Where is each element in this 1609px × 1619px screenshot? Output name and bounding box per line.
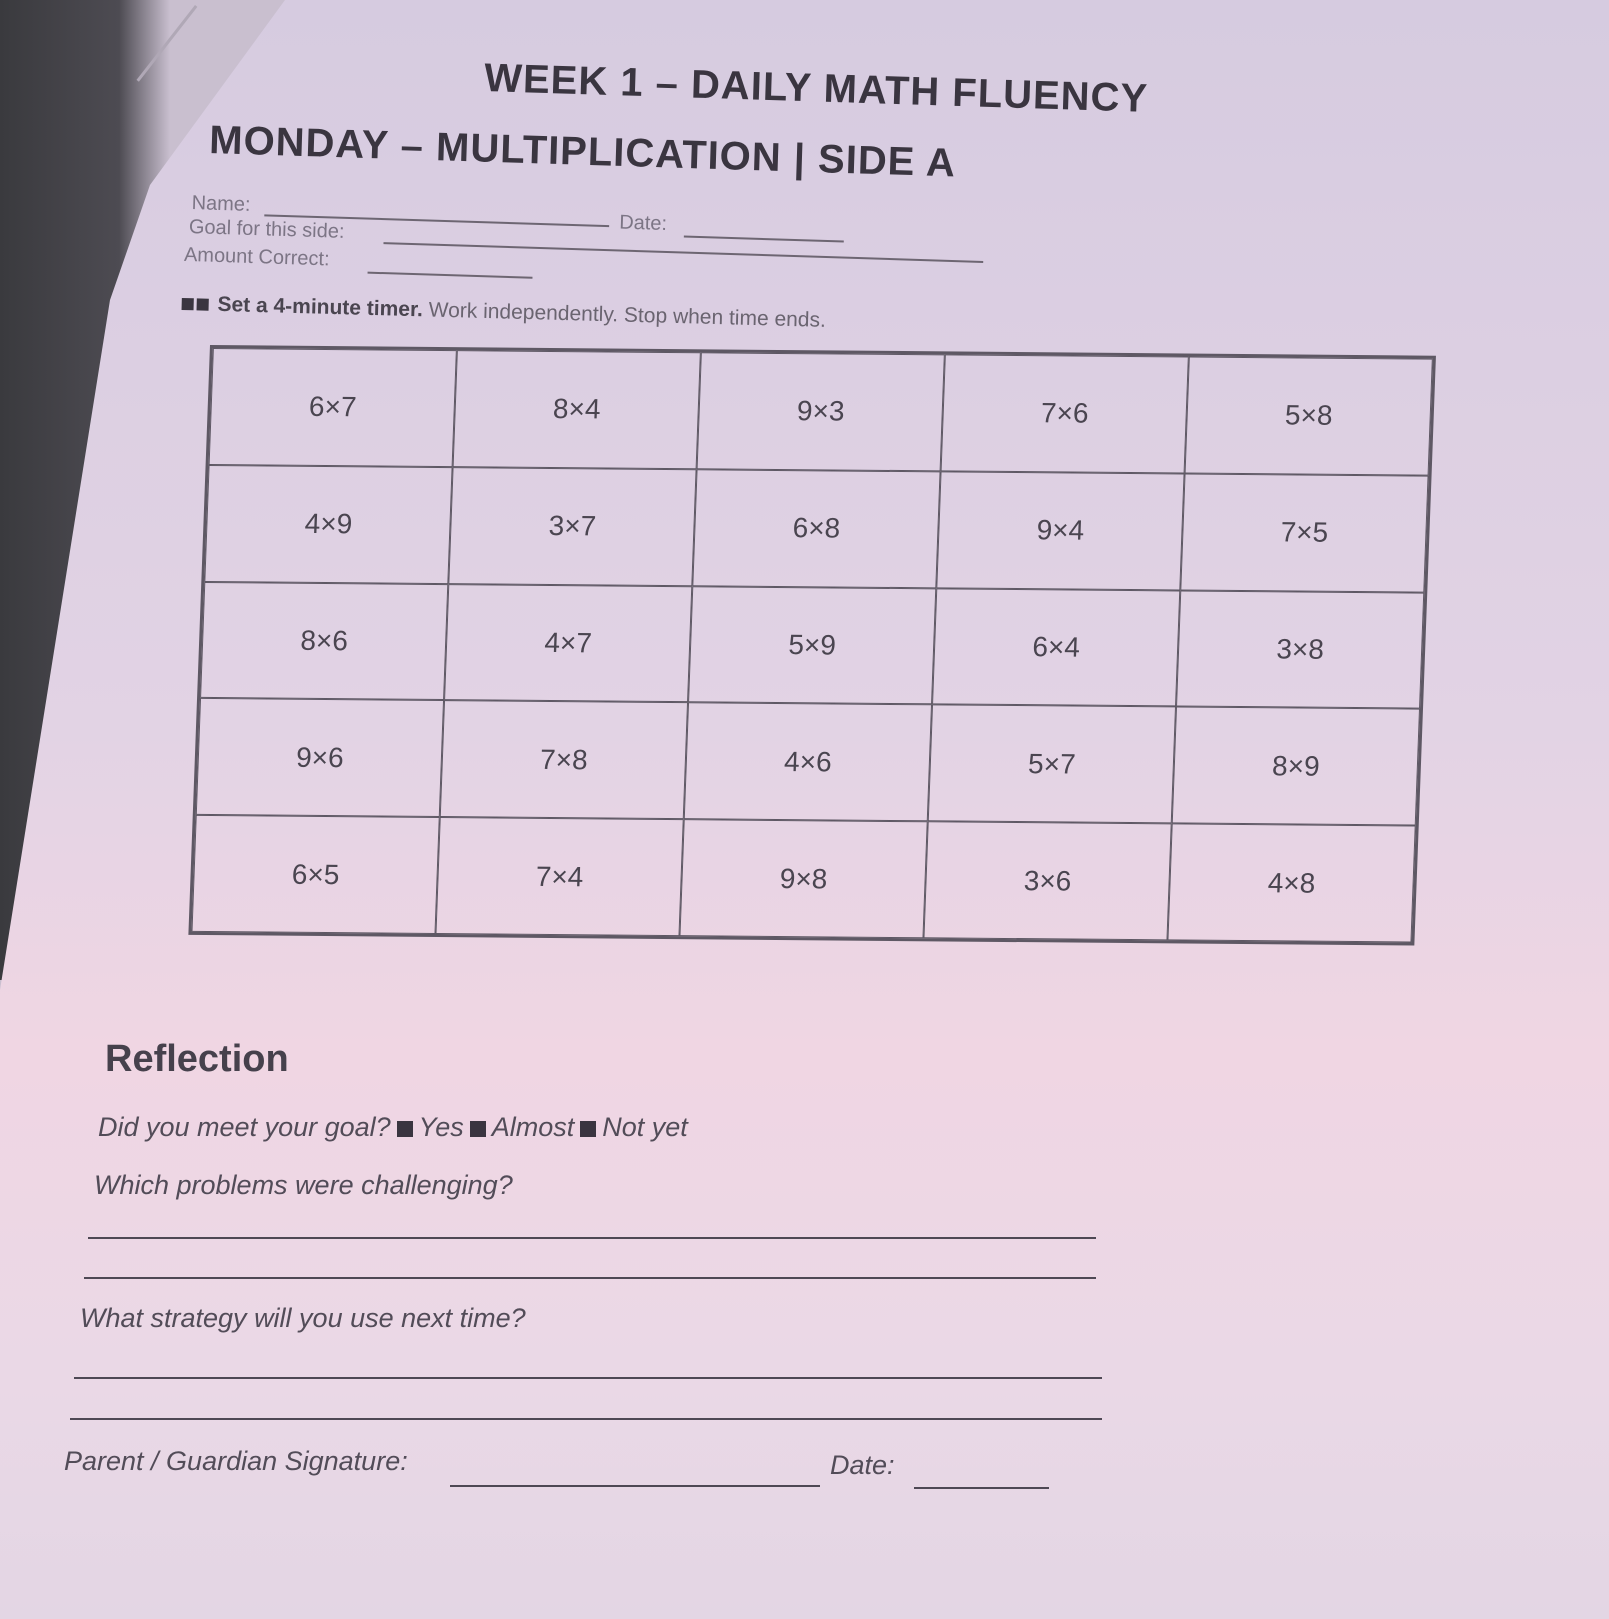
problem-cell[interactable]: 6×5 [191,815,439,934]
instruction-bold: Set a 4-minute timer. [217,292,424,322]
bullet-square-icon [182,298,194,310]
strategy-question: What strategy will you use next time? [80,1303,526,1333]
problem-cell[interactable]: 9×3 [697,352,945,471]
goal-question-text: Did you meet your goal? [98,1112,391,1142]
problem-cell[interactable]: 7×4 [435,817,683,936]
strategy-answer-line-1[interactable] [74,1377,1102,1379]
date-field[interactable] [684,236,844,243]
problem-cell[interactable]: 5×8 [1185,357,1433,476]
signature-date-line[interactable] [914,1487,1049,1489]
problem-cell[interactable]: 4×8 [1167,824,1415,943]
goal-label: Goal for this side: [188,215,345,243]
problem-cell[interactable]: 5×9 [688,586,936,705]
worksheet-title: WEEK 1 – DAILY MATH FLUENCY [483,56,1149,121]
checkbox-almost[interactable] [470,1121,486,1137]
problem-cell[interactable]: 7×8 [440,700,688,819]
option-yes-label: Yes [418,1112,464,1142]
problem-cell[interactable]: 4×9 [204,465,452,584]
problem-cell[interactable]: 3×7 [448,467,696,586]
problem-cell[interactable]: 9×8 [679,819,927,938]
signature-line[interactable] [450,1485,820,1487]
problem-cell[interactable]: 8×9 [1172,707,1420,826]
reflection-heading: Reflection [105,1038,289,1080]
name-label: Name: [191,192,251,216]
amount-correct-field[interactable] [368,272,533,279]
checkbox-yes[interactable] [397,1121,413,1137]
goal-question [98,1112,688,1143]
amount-correct-label: Amount Correct: [183,243,330,271]
instruction-text: Work independently. Stop when time ends. [428,298,827,332]
problem-cell[interactable]: 7×5 [1180,473,1428,592]
problem-cell[interactable]: 6×7 [209,348,457,467]
problem-cell[interactable]: 3×6 [923,821,1171,940]
signature-date-label: Date: [830,1450,895,1480]
checkbox-not-yet[interactable] [580,1121,596,1137]
problem-cell[interactable]: 5×7 [928,705,1176,824]
problem-cell[interactable]: 3×8 [1176,590,1424,709]
multiplication-grid [188,345,1436,946]
challenging-answer-line-1[interactable] [88,1237,1096,1239]
problem-cell[interactable]: 9×4 [936,471,1184,590]
problem-cell[interactable]: 8×6 [200,582,448,701]
signature-label: Parent / Guardian Signature: [64,1446,408,1476]
date-label: Date: [618,211,668,235]
challenging-question: Which problems were challenging? [94,1170,513,1200]
challenging-answer-line-2[interactable] [84,1277,1096,1279]
option-not-yet-label: Not yet [602,1112,688,1142]
bullet-square-icon [197,298,209,310]
problem-cell[interactable]: 8×4 [453,350,701,469]
problem-cell[interactable]: 4×7 [444,584,692,703]
problem-cell[interactable]: 9×6 [196,698,444,817]
worksheet-subtitle: MONDAY – MULTIPLICATION | SIDE A [208,118,957,186]
goal-field[interactable] [383,242,983,263]
problem-cell[interactable]: 6×8 [692,469,940,588]
problem-cell[interactable]: 6×4 [932,588,1180,707]
strategy-answer-line-2[interactable] [70,1418,1102,1420]
problem-cell[interactable]: 4×6 [684,703,932,822]
option-almost-label: Almost [491,1112,575,1142]
problem-cell[interactable]: 7×6 [941,354,1189,473]
